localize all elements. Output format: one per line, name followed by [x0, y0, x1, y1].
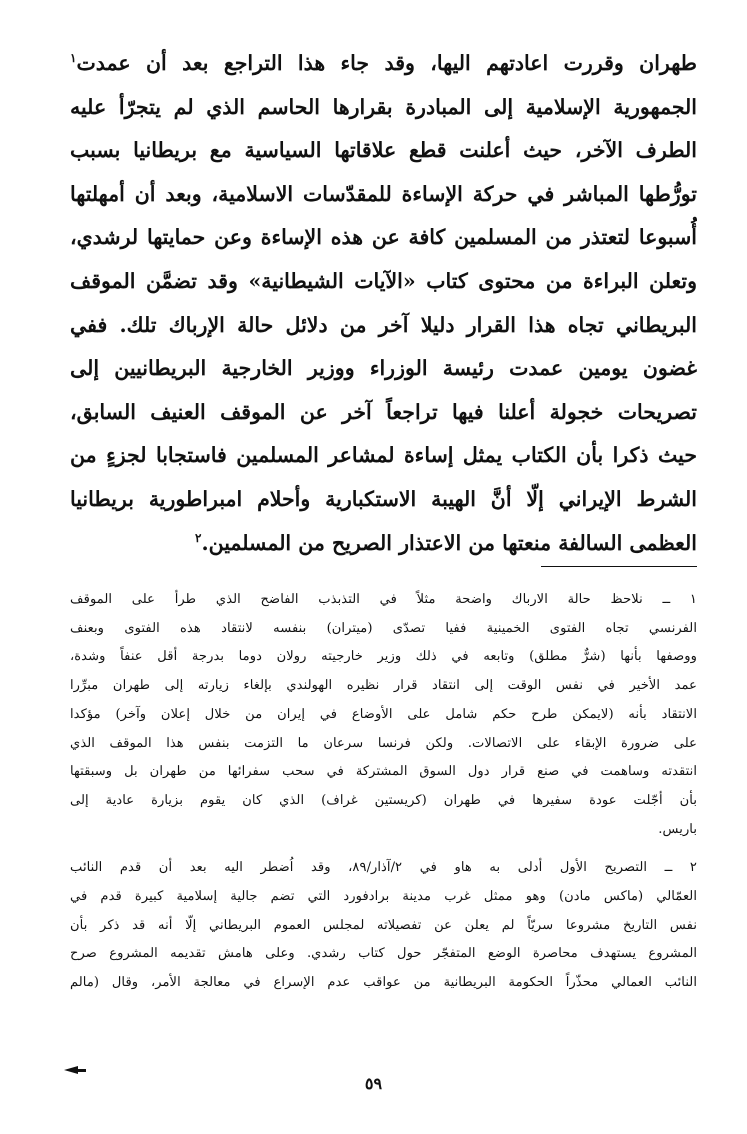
body-line: حيث ذكرا بأن الكتاب يمثل إساءة لمشاعر المسلمين فاستجابا لجزءٍ من [70, 443, 697, 468]
footnote-line: على ضرورة الإبقاء على الاتصالات. ولكن فرنسا سرعان ما التزمت بنفس هذا الموقف الذي [70, 735, 697, 751]
footnote-line: ١ ــ نلاحظ حالة الارباك واضحة مثلاً في التذبذب الفاضح الذي طرأ على الموقف [70, 592, 697, 607]
footnote-line: الفرنسي تجاه الفتوى الخمينية ففيا تصدّى (ميتران) بنفسه لانتقاد هذه الفتوى وبعنف [70, 620, 697, 636]
body-line: غضون يومين عمدت رئيسة الوزراء ووزير الخارجية البريطانيين إلى [70, 356, 697, 381]
footnote-line: باريس. [658, 821, 697, 837]
page-number: ٥٩ [364, 1074, 383, 1093]
footnote-line: عمد الأخير في نفس الوقت إلى انتقاد قرار نظيره الهولندي بإلغاء زيارته إلى طهران مبرِّرا [70, 678, 697, 694]
footnotes-section [70, 586, 697, 1008]
body-line: الجمهورية الإسلامية إلى المبادرة بقرارها الحاسم الذي لم يتجرّأ عليه [70, 94, 697, 119]
footnote-line: نفس التاريخ مشروعا سريّاً لم يعلن عن تفصيلاته لمجلس العموم البريطاني إلّا أنه قد ذكر بأن [70, 917, 697, 933]
footnote-line: العمّالي (ماكس مادن) وهو ممثل غرب مدينة برادفورد التي تضم جالية إسلامية كبيرة قدم في [70, 889, 697, 905]
body-line: الطرف الآخر، حيث أعلنت قطع علاقاتها السياسية مع بريطانيا بسبب [70, 138, 697, 163]
footnote-line: انتقدته وساهمت في صنع قرار دول السوق المشتركة في سحب سفرائها من طهران بل وسبقتها [70, 764, 697, 780]
body-line: تورُّطها المباشر في حركة الإساءة للمقدّسات الاسلامية، وبعد أن أمهلتها [70, 181, 697, 206]
footnote-line: بأن أجّلت عودة سفيرها في طهران (كريستين غراف) الذي كان يقوم بزيارة عادية إلى [70, 792, 697, 808]
body-line: أُسبوعا لتعتذر من المسلمين كافة عن هذه الإساءة وعن حمايتها لرشدي، [70, 225, 697, 250]
footnote-ref-2[interactable]: ٢ [195, 530, 202, 545]
body-line: طهران وقررت اعادتهم اليها، وقد جاء هذا التراجع بعد أن عمدت$^١$ [70, 51, 697, 75]
body-line: البريطاني تجاه هذا القرار دليلا آخر من دلائل حالة الإرباك تلك. ففي [70, 312, 697, 337]
main-body-text [70, 42, 697, 565]
body-line: العظمى السالفة منعتها من الاعتذار الصريح من المسلمين.$^٢$ [195, 530, 697, 555]
body-line: الشرط الإيراني إلّا أنَّ الهيبة الاستكبارية وأحلام امبراطورية بريطانيا [70, 486, 697, 511]
footnote-line: النائب العمالي محذّراً الحكومة البريطانية من عواقب عدم الإسراع في معالجة الأمر، وقال (مالم [70, 975, 697, 991]
arrow-left-icon [64, 1066, 78, 1074]
footnote-1 [70, 586, 697, 844]
footnote-line: ٢ ــ التصريح الأول أدلى به هاو في ٢/آذار/٨٩، وقد اُضطر اليه بعد أن قدم النائب [70, 860, 697, 876]
footnote-line: المشروع يستهدف محاصرة الوضع المتفجّر حول كتاب رشدي. وعلى هامش تقديمه المشروع صرح [70, 946, 697, 962]
footnote-separator [541, 566, 697, 567]
footnote-ref-1[interactable]: ١ [70, 51, 77, 66]
footnote-2 [70, 854, 697, 998]
body-line: وتعلن البراءة من محتوى كتاب «الآيات الشيطانية» وقد تضمَّن الموقف [70, 268, 697, 293]
footnote-line: الانتقاد بأنه (لايمكن طرح حكم شامل على الأوضاع في إيران من خلال إعلان وآخر) مؤكدا [70, 706, 697, 722]
body-line: تصريحات خجولة أعلنا فيها تراجعاً آخر عن الموقف العنيف السابق، [70, 399, 697, 424]
footnote-line: ووصفها بأنها (شرٌّ مطلق) وتابعه في ذلك وزير خارجيته رولان دوما بدرجة أقل عنفاً وشدة، [70, 649, 697, 665]
